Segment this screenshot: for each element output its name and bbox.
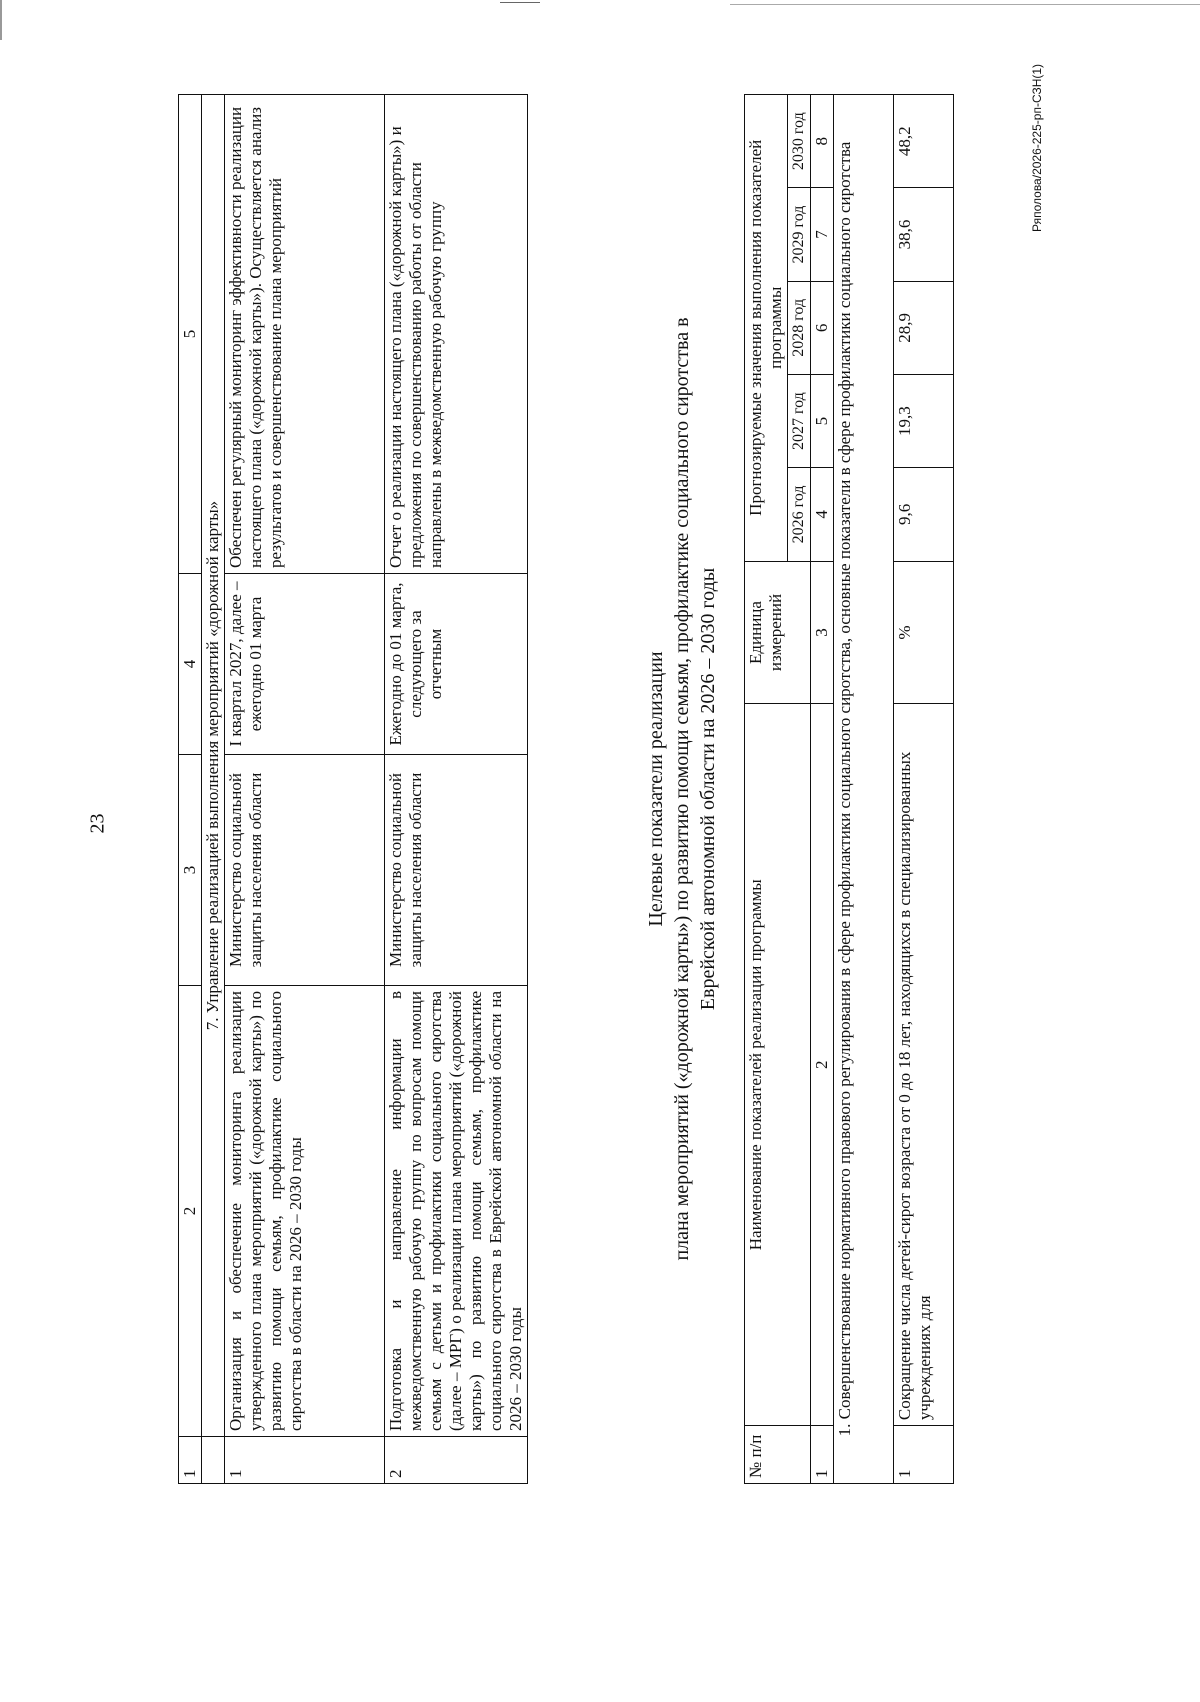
year-header: 2030 год	[788, 95, 811, 188]
page-number: 23	[86, 813, 109, 834]
table-row	[894, 95, 954, 1484]
document-code: Ряполова/2026-225-рп-СЗН(1)	[1030, 63, 1044, 232]
action-cell: Организация и обеспечение мониторинга реализации утвержденного плана мероприятий («дорожной карты») по развитию помощи семьям, профилактике социального сиротства в области на 2026 – 2030 годы	[225, 986, 385, 1437]
unit-cell: %	[894, 561, 954, 704]
year-header: 2029 год	[788, 188, 811, 281]
scan-mark	[730, 4, 1200, 5]
forecast-header: Прогнозируемые значения выполнения показателей программы	[745, 95, 788, 562]
executor-cell: Министерство социальной защиты населения области	[225, 755, 385, 986]
table-row	[385, 95, 528, 1484]
col-number: 3	[179, 755, 202, 986]
section-row	[834, 95, 894, 1484]
heading-line: Еврейской автономной области на 2026 – 2030 годы	[697, 567, 719, 1011]
value-cell: 48,2	[894, 95, 954, 188]
year-header: 2026 год	[788, 468, 811, 561]
name-header: Наименование показателей реализации программы	[745, 704, 811, 1426]
col-number: 1	[179, 1437, 202, 1484]
col-number: 5	[811, 374, 834, 467]
executor-cell: Министерство социальной защиты населения области	[385, 755, 528, 986]
deadline-cell: Ежегодно до 01 марта, следующего за отчетным	[385, 574, 528, 755]
col-number: 1	[811, 1426, 834, 1484]
section-blank-cell	[202, 1437, 225, 1484]
header-row	[745, 95, 788, 1484]
num-header: № п/п	[745, 1426, 811, 1484]
col-number: 4	[179, 574, 202, 755]
col-number: 2	[811, 704, 834, 1426]
value-cell: 38,6	[894, 188, 954, 281]
value-cell: 19,3	[894, 374, 954, 467]
column-numbers-row	[179, 95, 202, 1484]
value-cell: 9,6	[894, 468, 954, 561]
indicator-name: Сокращение числа детей-сирот возраста от 0 до 18 лет, находящихся в специализированных учреждениях для	[894, 704, 954, 1426]
section-title: 1. Совершенствование нормативного правового регулирования в сфере профилактики социального сиротства, основные показатели в сфере профилактики социального сиротства	[834, 95, 894, 1484]
row-number: 1	[225, 1437, 385, 1484]
col-number: 3	[811, 561, 834, 704]
year-header: 2027 год	[788, 374, 811, 467]
section-title: 7. Управление реализацией выполнения мероприятий «дорожной карты»	[202, 95, 225, 1437]
rotated-content	[178, 94, 1018, 1484]
deadline-cell: I квартал 2027, далее – ежегодно 01 марта	[225, 574, 385, 755]
result-cell: Обеспечен регулярный мониторинг эффективности реализации настоящего плана («дорожной карты»). Осуществляется анализ результатов и совершенствование плана мероприятий	[225, 95, 385, 574]
section-row	[202, 95, 225, 1484]
scan-mark	[0, 0, 2, 40]
col-number: 6	[811, 281, 834, 374]
value-cell: 28,9	[894, 281, 954, 374]
unit-header: Единица измерений	[745, 561, 811, 704]
col-number: 8	[811, 95, 834, 188]
action-cell: Подготовка и направление информации в межведомственную рабочую группу по вопросам помощи семьям с детьми и профилактики социального сиротства (далее – МРГ) о реализации плана мероприятий («дорожной карты») по развитию помощи семьям, профилактике социального сиротства в Еврейской автономной области на 2026 – 2030 годы	[385, 986, 528, 1437]
col-number: 2	[179, 986, 202, 1437]
row-number: 1	[894, 1426, 954, 1484]
heading-line: Целевые показатели реализации	[645, 651, 667, 927]
measures-table	[178, 94, 528, 1484]
col-number: 7	[811, 188, 834, 281]
scan-mark	[500, 2, 540, 3]
heading-line: плана мероприятий («дорожной карты») по развитию помощи семьям, профилактике социального сиротства в	[671, 317, 693, 1261]
year-header: 2028 год	[788, 281, 811, 374]
indicators-table	[744, 94, 954, 1484]
col-number: 4	[811, 468, 834, 561]
col-number: 5	[179, 95, 202, 574]
result-cell: Отчет о реализации настоящего плана («дорожной карты») и предложения по совершенствованию работы от области направлены в межведомственную рабочую группу	[385, 95, 528, 574]
column-numbers-row	[811, 95, 834, 1484]
row-number: 2	[385, 1437, 528, 1484]
section-heading	[643, 94, 721, 1484]
table-row	[225, 95, 385, 1484]
